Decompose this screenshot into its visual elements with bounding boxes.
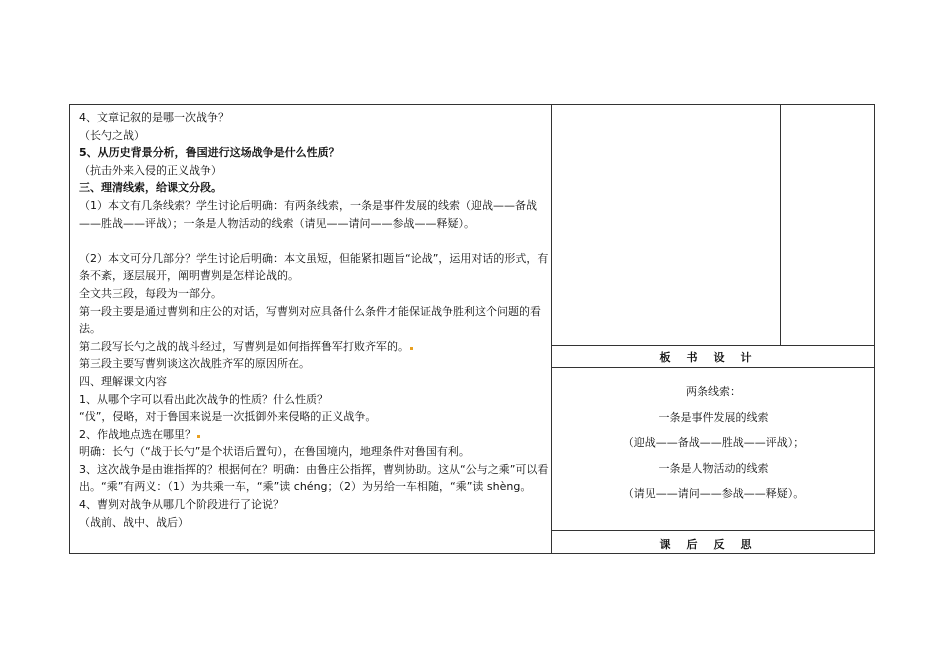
lesson-plan-table: [69, 104, 875, 554]
edit-mark: [410, 347, 413, 350]
answer-5: （抗击外来入侵的正义战争）: [79, 163, 222, 177]
question-1: 1、从哪个字可以看出此次战争的性质？什么性质？: [79, 392, 328, 406]
clue-paragraph: （1）本文有几条线索？学生讨论后明确：有两条线索，一条是事件发展的线索（迎战——备战——胜战——评战）；一条是人物活动的线索（请见——请问——参战——释疑）。: [79, 198, 537, 230]
question-3: 3、这次战争是由谁指挥的？根据何在？明确：由鲁庄公指挥，曹刿协助。这从“公与之乘”可以看出。“乘”有两义：（1）为共乘一车，“乘”读 chéng；（2）为另给一车相随，“乘”读 shèng。: [79, 462, 549, 494]
answer-2: 明确：长勺（“战于长勺”是个状语后置句），在鲁国境内，地理条件对鲁国有利。: [79, 445, 470, 459]
question-5: 5、从历史背景分析，鲁国进行这场战争是什么性质？: [79, 146, 340, 160]
paragraph-two: 第二段写长勺之战的战斗经过，写曹刿是如何指挥鲁军打败齐军的。: [79, 338, 549, 356]
answer-1: “伐”，侵略，对于鲁国来说是一次抵御外来侵略的正义战争。: [79, 410, 377, 424]
board-design-header: 板书设计: [659, 351, 768, 364]
section-heading-4: 四、理解课文内容: [79, 374, 167, 388]
answer-4: （长勺之战）: [79, 128, 145, 142]
edit-mark: [197, 435, 200, 438]
paragraph-one: 第一段主要是通过曹刿和庄公的对话，写曹刿对应具备什么条件才能保证战争胜利这个问题的看法。: [79, 304, 541, 336]
after-class-reflection-header: 课后反思: [659, 538, 768, 551]
division-paragraph: （2）本文可分几部分？学生讨论后明确：本文虽短，但能紧扣题旨“论战”，运用对话的形式，有条不紊，逐层展开，阐明曹刿是怎样论战的。: [79, 251, 549, 283]
paragraph-three: 第三段主要写曹刿谈这次战胜齐军的原因所在。: [79, 357, 310, 371]
answer-stages: （战前、战中、战后）: [79, 515, 189, 529]
section-heading-3: 三、理清线索，给课文分段。: [79, 181, 222, 195]
board-line: （迎战——备战——胜战——评战）；: [622, 436, 805, 449]
row-divider-board-header: [551, 367, 875, 368]
board-line: 一条是事件发展的线索: [658, 410, 769, 424]
board-line: （请见——请问——参战——释疑）。: [622, 487, 805, 500]
paragraph-summary: 全文共三段，每段为一部分。: [79, 286, 222, 300]
board-line: 一条是人物活动的线索: [658, 461, 769, 475]
question-4-stages: 4、曹刿对战争从哪几个阶段进行了论说？: [79, 498, 284, 512]
board-design-content: [552, 379, 875, 507]
row-divider-board-top: [551, 345, 875, 346]
top-right-divider: [780, 105, 781, 345]
question-4: 4、文章记叙的是哪一次战争？: [79, 111, 229, 124]
board-line: 两条线索：: [686, 385, 741, 398]
teaching-content: [79, 109, 549, 531]
question-2: 2、作战地点选在哪里？: [79, 426, 549, 444]
row-divider-reflection-top: [551, 530, 875, 531]
